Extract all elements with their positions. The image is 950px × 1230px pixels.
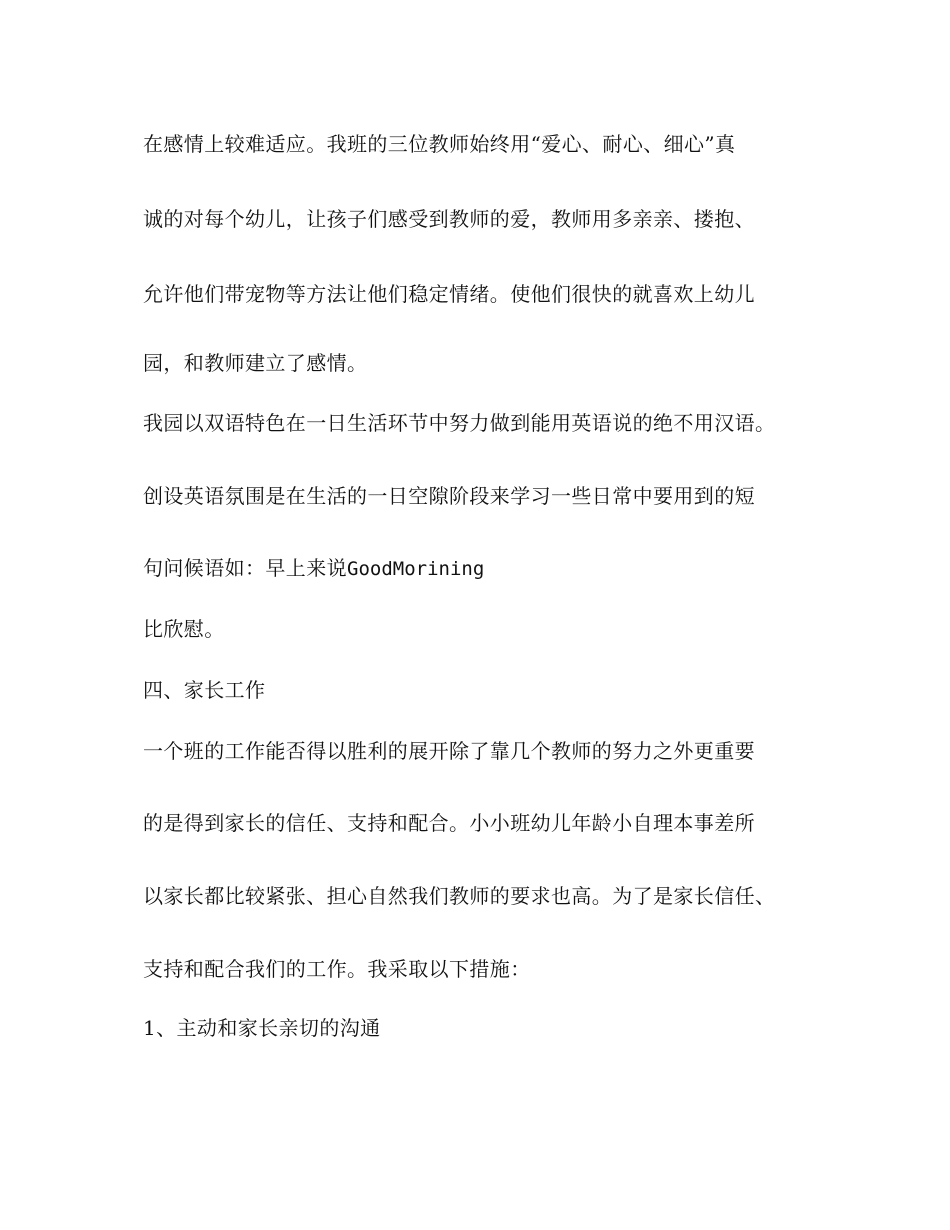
- paragraph-line: 以家长都比较紧张、担心自然我们教师的要求也高。为了是家长信任、: [143, 884, 776, 908]
- paragraph-line: 一个班的工作能否得以胜利的展开除了靠几个教师的努力之外更重要: [143, 739, 755, 763]
- english-phrase: GoodMorining: [347, 558, 485, 580]
- paragraph-line: 的是得到家长的信任、支持和配合。小小班幼儿年龄小自理本事差所: [143, 811, 755, 835]
- paragraph-line: 创设英语氛围是在生活的一日空隙阶段来学习一些日常中要用到的短: [143, 484, 755, 508]
- paragraph-line: 允许他们带宠物等方法让他们稳定情绪。使他们很快的就喜欢上幼儿: [143, 282, 755, 306]
- paragraph-line: 我园以双语特色在一日生活环节中努力做到能用英语说的绝不用汉语。: [143, 411, 776, 435]
- fragment-line: 比欣慰。: [143, 617, 225, 641]
- list-item: 1、主动和家长亲切的沟通: [143, 1016, 381, 1040]
- paragraph-line: 在感情上较难适应。我班的三位教师始终用“爱心、耐心、细心”真: [143, 132, 736, 156]
- paragraph-line: [143, 556, 823, 581]
- section-heading: 四、家长工作: [143, 678, 266, 702]
- paragraph-line: 园，和教师建立了感情。: [143, 351, 368, 375]
- greeting-text: 句问候语如：早上来说: [143, 556, 347, 580]
- paragraph-line: 诚的对每个幼儿，让孩子们感受到教师的爱，教师用多亲亲、搂抱、: [143, 207, 755, 231]
- paragraph-line: 支持和配合我们的工作。我采取以下措施：: [143, 957, 531, 981]
